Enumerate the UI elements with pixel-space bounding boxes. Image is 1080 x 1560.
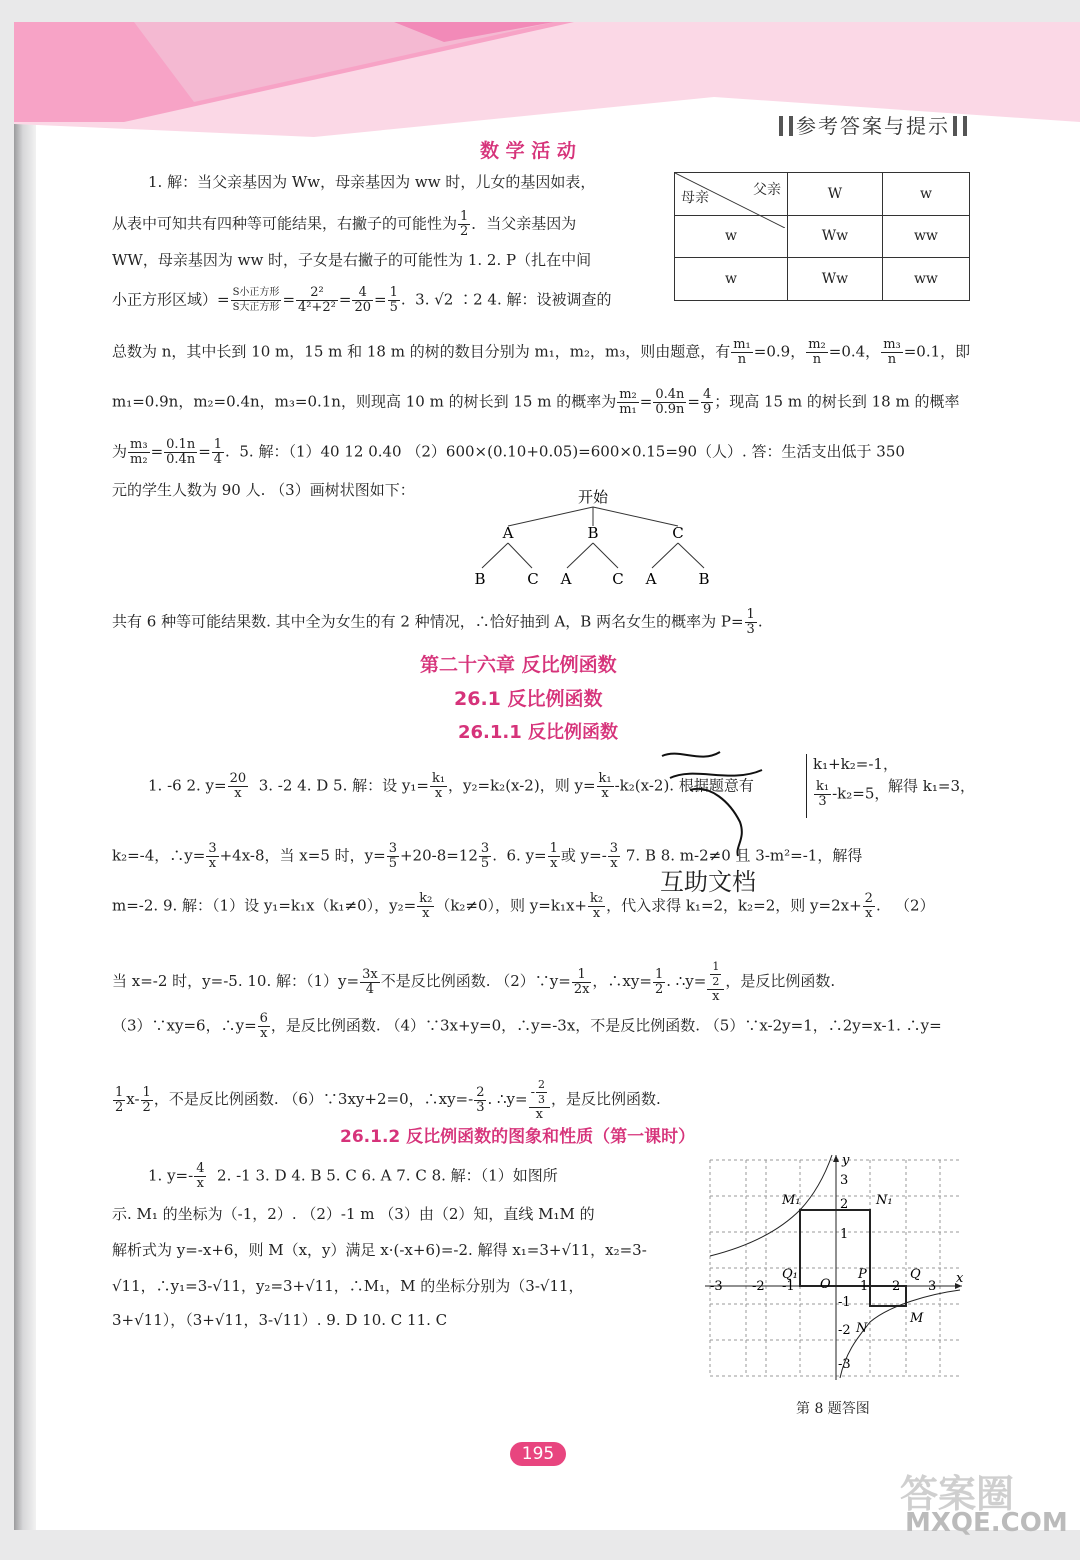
tree-leaf: A: [645, 570, 657, 588]
tree-leaf: B: [474, 570, 486, 588]
svg-text:-2: -2: [752, 1279, 765, 1294]
tree-node-c: C: [672, 524, 684, 542]
graph-label: x: [956, 1271, 964, 1286]
text-line: 元的学生人数为 90 人. （3）画树状图如下：: [112, 481, 415, 499]
text-line: 小正方形区域）= $\frac{\text{S小正方形}}{\text{S大正方形}}$ = $\frac{\text{2²}}{\text{4²+2²}}$ = $\frac{4}{20}$ = $\frac{1}{5}$ . 3. √2 ∶2 4. 解：设被调查的: [112, 285, 612, 315]
svg-text:-1: -1: [782, 1279, 795, 1294]
tree-node-a: A: [502, 524, 514, 542]
svg-text:3: 3: [928, 1279, 937, 1294]
text-line: （3）∵xy=6，∴y= $\frac{6}{x}$ ，是反比例函数. （4）∵3x+y=0，∴y=-3x，不是反比例函数. （5）∵x-2y=1，∴2y=x-1. ∴y=: [112, 1011, 942, 1041]
graph-label: P: [858, 1267, 867, 1282]
text-line: 示. M₁ 的坐标为（-1，2）. （2）-1 m （3）由（2）知，直线 M₁M 的: [112, 1205, 595, 1223]
equation-system: k₁+k₂=-1， $\frac{\text{k₁}}{3}$ -k₂=5，: [806, 754, 898, 818]
stamp-scribble: [650, 744, 770, 864]
text-line: m=-2. 9. 解：（1）设 y₁=k₁x（k₁≠0），y₂= $\frac{\text{k₂}}{x}$ （k₂≠0），则 y=k₁x+ $\frac{\text{k₂}}{x}$ ，代入求得 k₁=2，k₂=2，则 y=2x+ $\frac{2}{x}$ . （2）: [112, 891, 935, 921]
svg-text:2: 2: [892, 1279, 901, 1294]
header-title: 参考答案与提示: [776, 110, 970, 139]
text-line: 为 $\frac{\text{m₃}}{\text{m₂}}$ = $\frac{0.1n}{0.4n}$ = $\frac{1}{4}$ . 5. 解：（1）40 12 0.40 （2）600×(0.10+0.05)=600×0.15=90（人）. 答：生活支出低于 350: [112, 437, 905, 467]
text-line: 总数为 n，其中长到 10 m，15 m 和 18 m 的树的数目分别为 m₁，m₂，m₃，则由题意，有 $\frac{\text{m₁}}{n}$ =0.9， $\frac{\text{m₂}}{n}$ =0.4， $\frac{\text{m₃}}{n}$ =0.1，即: [112, 337, 971, 367]
svg-text:2: 2: [840, 1197, 849, 1212]
graph-label: N₁: [876, 1193, 893, 1208]
graph-label: M₁: [782, 1193, 801, 1208]
table-corner: 父亲 母亲: [675, 173, 788, 216]
section-heading-math-activity: 数 学 活 动: [480, 140, 576, 162]
text-line: 解得 k₁=3，: [888, 777, 975, 795]
page-number: 195: [510, 1442, 566, 1466]
graph-label: Q: [910, 1267, 921, 1282]
tree-node-b: B: [587, 524, 599, 542]
watermark-text: 互助文档: [660, 868, 756, 896]
subsection-title: 26.1.1 反比例函数: [458, 722, 619, 743]
text-line: k₂=-4，∴y= $\frac{3}{x}$ +4x-8，当 x=5 时，y= $\frac{3}{5}$ +20-8=12 $\frac{3}{5}$ . 6. y= $\frac{1}{x}$ 或 y=- $\frac{3}{x}$ 7. B 8. m-2≠0 且 3-m²=-1，解得: [112, 841, 863, 871]
subsection-title: 26.1.2 反比例函数的图象和性质（第一课时）: [340, 1127, 696, 1147]
table-cell: Ww: [788, 215, 883, 258]
svg-text:-3: -3: [838, 1357, 851, 1372]
text-line: 1. -6 2. y= $\frac{20}{x}$ 3. -2 4. D 5. 解：设 y₁= $\frac{\text{k₁}}{x}$ ，y₂=k₂(x-2)，则 y= $\frac{\text{k₁}}{x}$ -k₂(x-2). 根据题意有: [148, 771, 754, 801]
svg-text:-3: -3: [710, 1279, 723, 1294]
svg-text:-2: -2: [838, 1323, 851, 1338]
table-row-head: w: [675, 215, 788, 258]
text-line: 1. 解：当父亲基因为 Ww，母亲基因为 ww 时，儿女的基因如表，: [148, 173, 596, 191]
text-line: 从表中可知共有四种等可能结果，右撇子的可能性为 $\frac{1}{2}$ ．当父亲基因为: [112, 209, 577, 239]
site-watermark-logo: 答案圈: [900, 1472, 1015, 1516]
svg-text:3: 3: [840, 1173, 849, 1188]
table-cell: ww: [882, 258, 969, 301]
site-watermark-url: MXQE.COM: [905, 1508, 1068, 1538]
table-header-cell: w: [882, 173, 969, 216]
text-line: 共有 6 种等可能结果数. 其中全为女生的有 2 种情况，∴恰好抽到 A，B 两名女生的概率为 P= $\frac{1}{3}$ .: [112, 607, 763, 637]
svg-text:-1: -1: [838, 1295, 851, 1310]
tree-diagram: [460, 486, 730, 592]
text-line: $\frac{1}{2}$ x- $\frac{1}{2}$ ，不是反比例函数. （6）∵3xy+2=0，∴xy=- $\frac{2}{3}$ . ∴y= - $\frac{2}{3}$ x ，是反比例函数.: [115, 1078, 661, 1122]
text-line: √11，∴y₁=3-√11，y₂=3+√11，∴M₁，M 的坐标分别为（3-√11，: [112, 1277, 584, 1295]
table-row-head: w: [675, 258, 788, 301]
chapter-title: 第二十六章 反比例函数: [420, 654, 617, 676]
book-spine-shadow: [14, 22, 36, 1530]
text-line: WW，母亲基因为 ww 时，子女是右撇子的可能性为 1. 2. P（扎在中间: [112, 251, 592, 269]
text-line: 1. y=- $\frac{4}{x}$ 2. -1 3. D 4. B 5. C 6. A 7. C 8. 解：（1）如图所: [148, 1161, 558, 1191]
graph-label: N: [856, 1321, 868, 1336]
gene-table: [674, 172, 970, 301]
table-cell: ww: [882, 215, 969, 258]
tree-leaf: A: [560, 570, 572, 588]
section-title: 26.1 反比例函数: [454, 688, 603, 710]
graph-label: Q₁: [782, 1267, 798, 1282]
tree-leaf: C: [527, 570, 539, 588]
tree-leaf: C: [612, 570, 624, 588]
function-graph: [700, 1150, 970, 1390]
table-header-cell: W: [788, 173, 883, 216]
tree-leaf: B: [698, 570, 710, 588]
text-line: 3+√11），（3+√11，3-√11）. 9. D 10. C 11. C: [112, 1311, 448, 1329]
graph-label: y: [842, 1153, 850, 1168]
text-line: 当 x=-2 时，y=-5. 10. 解：（1）y= $\frac{3x}{4}$ 不是反比例函数. （2）∵y= $\frac{1}{2x}$ ，∴xy= $\frac{1}{2}$ . ∴y= $\frac{\frac{1}{2}}{x}$ ，是反比例函数.: [112, 960, 836, 1004]
svg-text:1: 1: [840, 1227, 849, 1242]
svg-text:1: 1: [860, 1279, 869, 1294]
graph-caption: 第 8 题答图: [796, 1401, 870, 1417]
graph-label: M: [910, 1311, 924, 1326]
table-cell: Ww: [788, 258, 883, 301]
text-line: 解析式为 y=-x+6，则 M（x，y）满足 x·(-x+6)=-2. 解得 x₁=3+√11，x₂=3-: [112, 1241, 647, 1259]
fraction: $\frac{1}{2}$: [460, 209, 469, 239]
text-line: m₁=0.9n，m₂=0.4n，m₃=0.1n，则现高 10 m 的树长到 15 m 的概率为 $\frac{\text{m₂}}{\text{m₁}}$ = $\frac{0.4n}{0.9n}$ = $\frac{4}{9}$ ；现高 15 m 的树长到 18 m 的概率: [112, 387, 960, 417]
graph-label: O: [820, 1277, 831, 1292]
tree-root: 开始: [577, 488, 609, 506]
